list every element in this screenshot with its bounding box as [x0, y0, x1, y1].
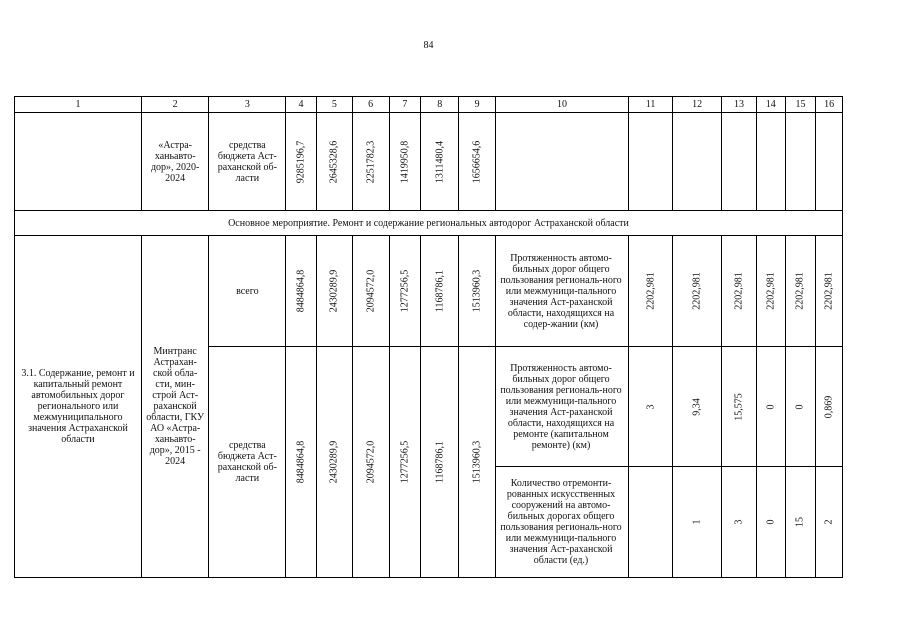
indicator-value: 2202,981	[722, 236, 757, 347]
cell-empty	[816, 113, 843, 211]
main-activity-title: Основное мероприятие. Ремонт и содержание региональных автодорог Астраханской области	[15, 211, 843, 236]
value-cell: 1419950,8	[389, 113, 421, 211]
col-header: 5	[316, 97, 352, 113]
value-cell: 9285196,7	[286, 113, 317, 211]
total-label: всего	[209, 236, 286, 347]
indicator-value: 15	[785, 467, 816, 578]
source-cell: средства бюджета Аст-раханской об-ласти	[209, 113, 286, 211]
col-header: 9	[459, 97, 496, 113]
item-name: 3.1. Содержание, ремонт и капитальный ремонт автомобильных дорог регионального или межмуниципального значения Астраханской области	[15, 236, 142, 578]
indicator-text: Количество отремонти-рованных искусственных сооружений на автомо-бильных дорогах общего пользования региональ-ного или межмуници-пального значения Аст-раханской области (ед.)	[495, 467, 628, 578]
value-cell: 1311480,4	[421, 113, 459, 211]
col-header: 3	[209, 97, 286, 113]
cell-empty	[722, 113, 757, 211]
indicator-value: 3	[722, 467, 757, 578]
value-cell: 2094572,0	[352, 236, 389, 347]
value-cell: 8484864,8	[286, 347, 317, 578]
column-numbers-row	[15, 97, 843, 113]
value-cell: 2251782,3	[352, 113, 389, 211]
main-activity-row	[15, 211, 843, 236]
program-table	[14, 96, 843, 578]
col-header: 16	[816, 97, 843, 113]
indicator-value: 3	[629, 347, 673, 467]
col-header: 14	[756, 97, 785, 113]
indicator-value: 2202,981	[673, 236, 722, 347]
indicator-value: 2202,981	[756, 236, 785, 347]
value-cell: 1277256,5	[389, 236, 421, 347]
cell-empty	[629, 113, 673, 211]
indicator-value: 15,575	[722, 347, 757, 467]
col-header: 8	[421, 97, 459, 113]
indicator-value: 2202,981	[816, 236, 843, 347]
value-cell: 8484864,8	[286, 236, 317, 347]
col-header: 11	[629, 97, 673, 113]
table-row	[15, 236, 843, 347]
value-cell: 2645328,6	[316, 113, 352, 211]
indicator-value	[629, 467, 673, 578]
value-cell: 1513960,3	[459, 236, 496, 347]
cell-empty	[756, 113, 785, 211]
col-header: 1	[15, 97, 142, 113]
col-header: 4	[286, 97, 317, 113]
col-header: 10	[495, 97, 628, 113]
value-cell: 1513960,3	[459, 347, 496, 578]
col-header: 2	[141, 97, 209, 113]
indicator-value: 0	[785, 347, 816, 467]
col-header: 12	[673, 97, 722, 113]
col-header: 7	[389, 97, 421, 113]
value-cell: 1656654,6	[459, 113, 496, 211]
col-header: 6	[352, 97, 389, 113]
indicator-value: 2202,981	[785, 236, 816, 347]
item-executor: Минтранс Астрахан-ской обла-сти, мин-строй Аст-раханской области, ГКУ АО «Астра-ханьавто-дор», 2015 - 2024	[141, 236, 209, 578]
col-header: 15	[785, 97, 816, 113]
indicator-value: 0	[756, 467, 785, 578]
table-row	[15, 113, 843, 211]
budget-label: средства бюджета Аст-раханской об-ласти	[209, 347, 286, 578]
indicator-value: 1	[673, 467, 722, 578]
indicator-value: 2202,981	[629, 236, 673, 347]
cell-empty	[15, 113, 142, 211]
value-cell: 1277256,5	[389, 347, 421, 578]
indicator-value: 0,869	[816, 347, 843, 467]
value-cell: 1168786,1	[421, 236, 459, 347]
cell-empty	[785, 113, 816, 211]
executor-cell: «Астра-ханьавто-дор», 2020-2024	[141, 113, 209, 211]
value-cell: 2430289,9	[316, 236, 352, 347]
indicator-value: 2	[816, 467, 843, 578]
value-cell: 1168786,1	[421, 347, 459, 578]
cell-empty	[495, 113, 628, 211]
indicator-value: 9,34	[673, 347, 722, 467]
cell-empty	[673, 113, 722, 211]
value-cell: 2430289,9	[316, 347, 352, 578]
col-header: 13	[722, 97, 757, 113]
indicator-value: 0	[756, 347, 785, 467]
indicator-text: Протяженность автомо-бильных дорог общего пользования региональ-ного или межмуници-пального значения Аст-раханской области, находящихся на содер-жании (км)	[495, 236, 628, 347]
value-cell: 2094572,0	[352, 347, 389, 578]
page-number: 84	[423, 40, 434, 51]
indicator-text: Протяженность автомо-бильных дорог общего пользования региональ-ного или межмуници-пального значения Аст-раханской области, находящихся на ремонте (капитальном ремонте) (км)	[495, 347, 628, 467]
